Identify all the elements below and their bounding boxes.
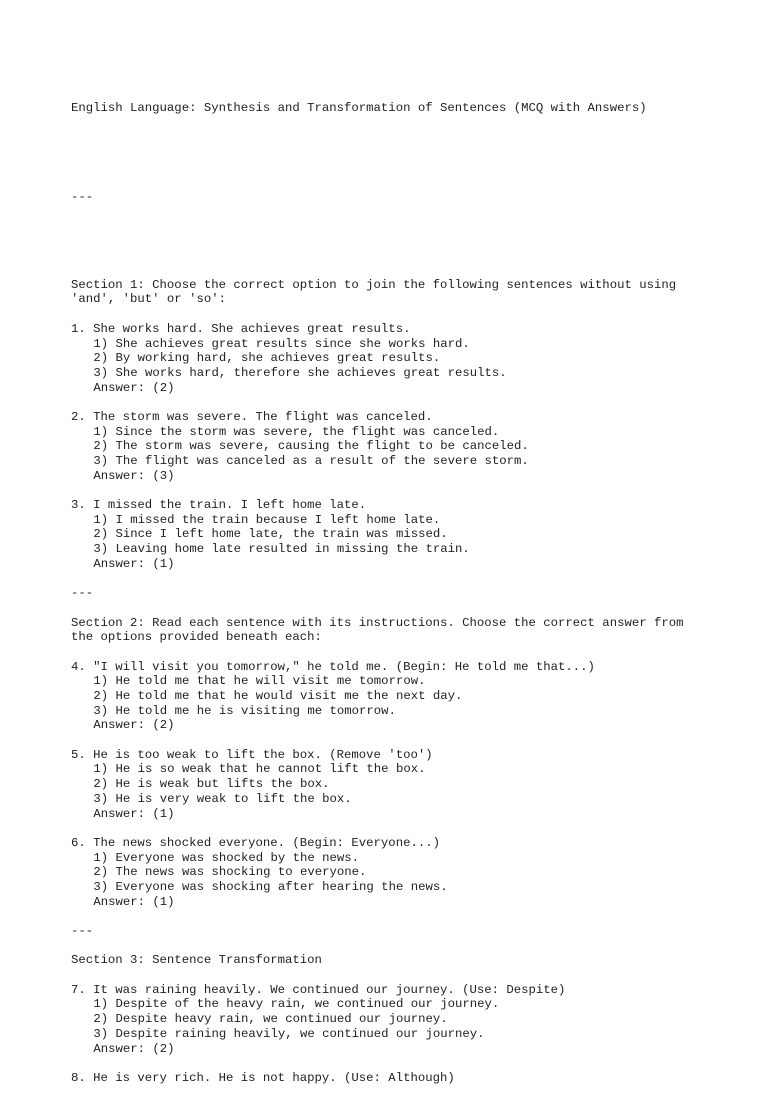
question-stem: 3. I missed the train. I left home late. (71, 498, 367, 513)
question-stem: 2. The storm was severe. The flight was canceled. (71, 409, 433, 424)
section-1 (71, 278, 731, 572)
question-stem: 4. "I will visit you tomorrow," he told me. (Begin: He told me that...) (71, 659, 595, 674)
answer-option: 3) He told me he is visiting me tomorrow. (93, 703, 396, 718)
answer-option: 1) Despite of the heavy rain, we continued our journey. (93, 997, 500, 1012)
answer-option: 2) The storm was severe, causing the flight to be canceled. (93, 439, 529, 454)
document-page (71, 72, 731, 1100)
answer-option: 3) Despite raining heavily, we continued our journey. (93, 1026, 485, 1041)
question-item (71, 836, 731, 909)
question-item (71, 748, 731, 821)
question-item (71, 410, 731, 483)
answer-option: 2) The news was shocking to everyone. (93, 865, 367, 880)
section-heading: Section 3: Sentence Transformation (71, 953, 322, 968)
question-stem: 7. It was raining heavily. We continued our journey. (Use: Despite) (71, 982, 566, 997)
answer-key: Answer: (1) (93, 556, 175, 571)
question-stem: 8. He is very rich. He is not happy. (Use: Although) (71, 1070, 455, 1085)
answer-option: 1) Since the storm was severe, the flight was canceled. (93, 424, 500, 439)
answer-option: 3) She works hard, therefore she achieves great results. (93, 365, 507, 380)
section-3 (71, 953, 731, 1085)
answer-key: Answer: (2) (93, 718, 175, 733)
question-item (71, 1071, 731, 1086)
answer-option: 2) He is weak but lifts the box. (93, 777, 330, 792)
answer-key: Answer: (2) (93, 380, 175, 395)
answer-option: 3) Leaving home late resulted in missing the train. (93, 542, 470, 557)
answer-option: 1) I missed the train because I left home late. (93, 512, 441, 527)
section-heading: Section 1: Choose the correct option to join the following sentences without using (71, 277, 677, 292)
answer-option: 2) Despite heavy rain, we continued our journey. (93, 1012, 448, 1027)
question-item (71, 498, 731, 571)
question-item (71, 660, 731, 733)
separator: --- (71, 924, 94, 939)
question-stem: 1. She works hard. She achieves great results. (71, 321, 411, 336)
answer-option: 3) Everyone was shocking after hearing the news. (93, 879, 448, 894)
answer-option: 2) Since I left home late, the train was missed. (93, 527, 448, 542)
answer-key: Answer: (3) (93, 468, 175, 483)
question-stem: 5. He is too weak to lift the box. (Remove 'too') (71, 747, 433, 762)
section-heading: 'and', 'but' or 'so': (71, 292, 226, 307)
section-heading: the options provided beneath each: (71, 630, 322, 645)
separator: --- (71, 586, 94, 601)
answer-key: Answer: (1) (93, 894, 175, 909)
section-2 (71, 616, 731, 910)
separator: --- (71, 189, 94, 204)
answer-option: 2) By working hard, she achieves great results. (93, 351, 441, 366)
answer-key: Answer: (2) (93, 1041, 175, 1056)
answer-option: 1) Everyone was shocked by the news. (93, 850, 360, 865)
section-heading: Section 2: Read each sentence with its instructions. Choose the correct answer from (71, 615, 684, 630)
question-stem: 6. The news shocked everyone. (Begin: Everyone...) (71, 835, 440, 850)
document-title: English Language: Synthesis and Transformation of Sentences (MCQ with Answers) (71, 101, 647, 116)
question-item (71, 983, 731, 1056)
question-item (71, 322, 731, 395)
sections-container (71, 278, 731, 1086)
answer-option: 2) He told me that he would visit me the next day. (93, 689, 463, 704)
answer-option: 1) She achieves great results since she works hard. (93, 336, 470, 351)
answer-option: 3) The flight was canceled as a result of the severe storm. (93, 454, 529, 469)
answer-option: 3) He is very weak to lift the box. (93, 791, 352, 806)
answer-key: Answer: (1) (93, 806, 175, 821)
answer-option: 1) He told me that he will visit me tomorrow. (93, 674, 426, 689)
answer-option: 1) He is so weak that he cannot lift the box. (93, 762, 426, 777)
